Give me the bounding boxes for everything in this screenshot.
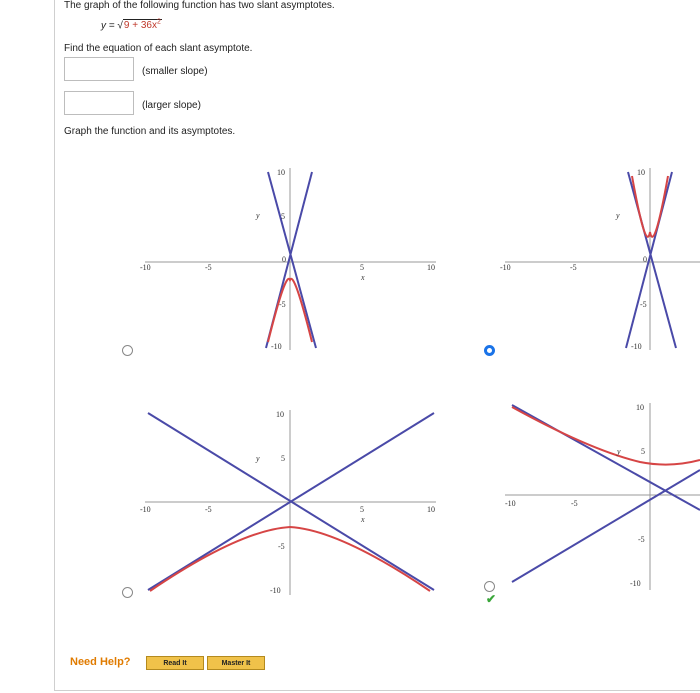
need-help-label: Need Help? xyxy=(70,656,131,668)
y-tick-label: 10 xyxy=(636,403,644,412)
y-tick-label: -5 xyxy=(640,300,647,309)
y-tick-label: 5 xyxy=(281,212,285,221)
find-text: Find the equation of each slant asymptote. xyxy=(64,43,253,54)
y-tick-label: 0 xyxy=(643,255,647,264)
y-tick-label: -5 xyxy=(279,300,286,309)
radio-option-d[interactable] xyxy=(484,581,495,592)
x-var-label: x xyxy=(361,515,365,524)
graph-instruction: Graph the function and its asymptotes. xyxy=(64,126,236,137)
x-tick-label: 5 xyxy=(360,505,364,514)
x-tick-label: -5 xyxy=(571,499,578,508)
asymptote-line xyxy=(512,470,700,582)
y-tick-label: 10 xyxy=(637,168,645,177)
asymptote-line xyxy=(628,172,676,348)
read-it-button[interactable]: Read It xyxy=(146,656,204,670)
x-tick-label: -5 xyxy=(570,263,577,272)
y-var-label: y xyxy=(256,454,260,463)
x-tick-label: -5 xyxy=(205,505,212,514)
asymptote-line xyxy=(268,172,316,348)
radio-option-a[interactable] xyxy=(122,345,133,356)
x-tick-label: -10 xyxy=(140,505,151,514)
y-tick-label: -5 xyxy=(278,542,285,551)
x-tick-label: 5 xyxy=(360,263,364,272)
x-tick-label: -10 xyxy=(500,263,511,272)
radio-option-b[interactable] xyxy=(484,345,495,356)
y-tick-label: -10 xyxy=(631,342,642,351)
y-tick-label: 10 xyxy=(276,410,284,419)
y-tick-label: 10 xyxy=(277,168,285,177)
radicand-exponent: 2 xyxy=(157,19,161,26)
y-var-label: y xyxy=(616,211,620,220)
x-tick-label: 10 xyxy=(427,263,435,272)
x-tick-label: 10 xyxy=(427,505,435,514)
graph-option-c[interactable] xyxy=(140,410,436,595)
graph-option-a[interactable] xyxy=(140,168,436,351)
y-tick-label: -10 xyxy=(630,579,641,588)
master-it-button[interactable]: Master It xyxy=(207,656,265,670)
x-tick-label: -10 xyxy=(140,263,151,272)
y-tick-label: -10 xyxy=(271,342,282,351)
correct-check-icon: ✔ xyxy=(486,592,497,606)
x-var-label: x xyxy=(361,273,365,282)
radicand-text: 9 + 36x xyxy=(123,20,157,32)
radio-option-c[interactable] xyxy=(122,587,133,598)
y-var-label: y xyxy=(617,447,621,456)
y-tick-label: -10 xyxy=(270,586,281,595)
y-var-label: y xyxy=(256,211,260,220)
larger-slope-hint: (larger slope) xyxy=(142,100,201,111)
intro-text: The graph of the following function has two slant asymptotes. xyxy=(64,0,335,11)
y-tick-label: 0 xyxy=(282,255,286,264)
function-curve xyxy=(512,407,700,465)
graph-option-b[interactable] xyxy=(500,168,700,351)
graph-option-d[interactable] xyxy=(505,403,700,590)
asymptote-line xyxy=(626,172,672,348)
radical-sign: √ xyxy=(117,20,123,32)
x-tick-label: -5 xyxy=(205,263,212,272)
asymptote-line xyxy=(512,405,700,510)
equation-lhs: y = xyxy=(101,20,115,32)
y-tick-label: 5 xyxy=(641,447,645,456)
y-tick-label: 5 xyxy=(281,454,285,463)
y-tick-label: -5 xyxy=(638,535,645,544)
smaller-slope-hint: (smaller slope) xyxy=(142,66,208,77)
x-tick-label: -10 xyxy=(505,499,516,508)
